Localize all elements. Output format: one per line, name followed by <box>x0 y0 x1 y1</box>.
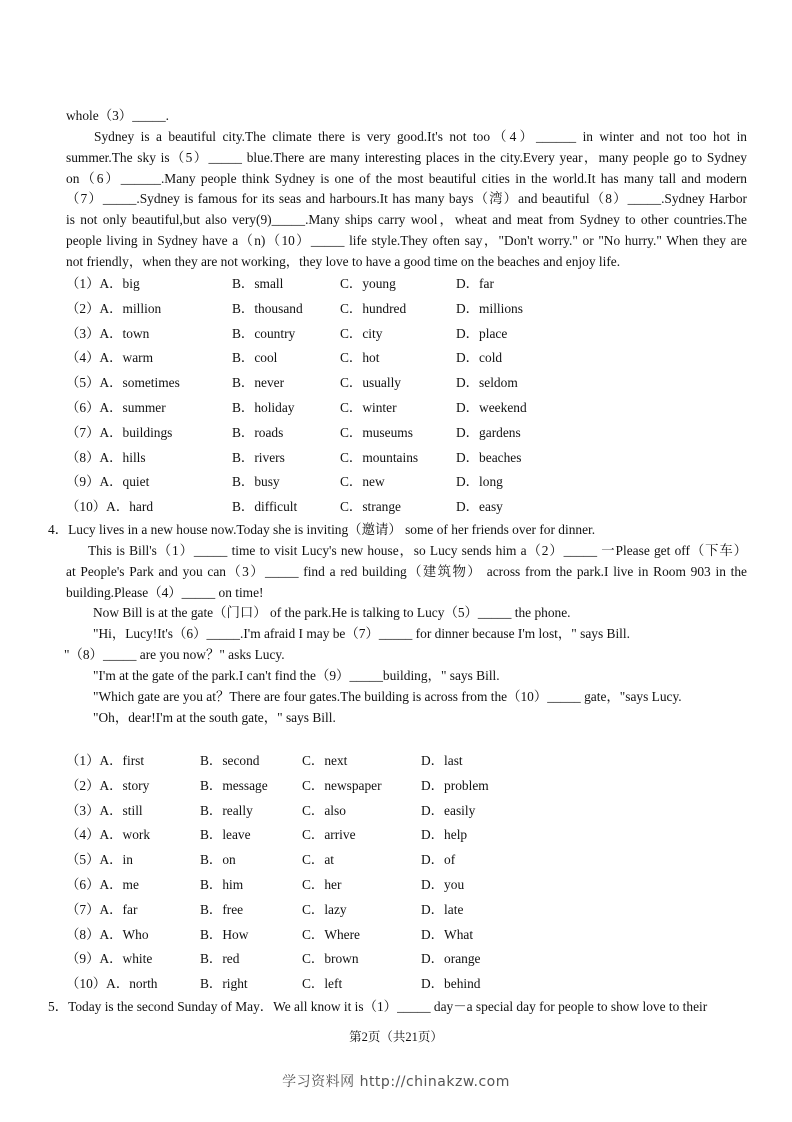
passage3-option-b: B．difficult <box>232 499 298 515</box>
passage3-option-d: D．long <box>456 474 503 490</box>
passage4-option-c: C．arrive <box>302 827 356 843</box>
passage3-option-d: D．beaches <box>456 449 522 465</box>
passage3-line-6: people living in Sydney have a（n)（10）_____ life style.They often say，"Don't worry." or "No hurry." When they are <box>66 232 747 248</box>
passage4-option-a: （1）A．first <box>66 753 145 768</box>
passage3-line-2: summer.The sky is（5）_____ blue.There are many interesting places in the city.Every year，many people go to Sydney <box>66 149 747 165</box>
passage4-option-c: C．lazy <box>302 901 347 917</box>
passage3-option-c: C．hundred <box>340 300 407 316</box>
passage3-option-b: B．roads <box>232 424 284 440</box>
passage4-option-d: D．you <box>421 877 465 892</box>
passage4-option-d: D．orange <box>421 951 481 967</box>
passage3-option-c: C．new <box>340 474 385 490</box>
passage3-line-5: is not only beautiful,but also very(9)_____.Many ships carry wool，wheat and meat from Sydney to other countries.The <box>66 212 747 228</box>
passage3-line-3: on（6）______.Many people think Sydney is one of the most beautiful cities in the world.It has many tall and modern <box>66 170 747 186</box>
passage3-option-d: D．cold <box>456 350 503 366</box>
passage4-option-a: （3）A．still <box>66 802 143 818</box>
passage4-line-6: "I'm at the gate of the park.I can't find the（9）_____building，" says Bill. <box>93 668 500 683</box>
passage3-option-c: C．mountains <box>340 449 419 465</box>
passage3-option-a: （3）A．town <box>66 325 150 341</box>
passage4-option-b: B．right <box>200 976 248 992</box>
passage4-line-0: This is Bill's（1）_____ time to visit Lucy's new house，so Lucy sends him a（2）_____ 一Please get off（下车） <box>88 543 747 558</box>
page-footer: 第2页（共21页） <box>349 1030 443 1044</box>
passage4-option-b: B．him <box>200 877 244 892</box>
passage4-option-c: C．newspaper <box>302 777 382 793</box>
passage3-option-d: D．seldom <box>456 375 518 391</box>
passage3-option-d: D．place <box>456 325 508 341</box>
passage3-option-a: （1）A．big <box>66 276 140 291</box>
passage4-option-d: D．late <box>421 901 464 917</box>
passage3-option-d: D．far <box>456 276 494 291</box>
passage3-option-c: C．young <box>340 276 396 291</box>
passage3-option-d: D．weekend <box>456 400 527 415</box>
passage4-line-2: building.Please（4）_____ on time! <box>66 584 264 600</box>
passage4-paragraph-1 <box>66 541 747 603</box>
passage3-option-a: （7）A．buildings <box>66 424 173 440</box>
passage4-option-a: （6）A．me <box>66 877 139 892</box>
passage3-option-c: C．strange <box>340 499 401 515</box>
passage3-line-4: （7）_____.Sydney is famous for its seas and harbours.It has many bays（湾）and beautiful（8）_____.Sydney Harbor <box>66 191 747 207</box>
passage3-option-b: B．holiday <box>232 400 295 415</box>
passage4-line-3: Now Bill is at the gate（门口） of the park.He is talking to Lucy（5）_____ the phone. <box>93 605 571 620</box>
passage4-option-b: B．leave <box>200 827 251 843</box>
passage5-title: 5．Today is the second Sunday of May．We all know it is（1）_____ day－a special day for people to show love to their <box>48 999 708 1014</box>
passage4-option-a: （2）A．story <box>66 777 150 793</box>
passage4-option-a: （5）A．in <box>66 852 133 868</box>
passage3-option-a: （6）A．summer <box>66 400 166 415</box>
passage4-option-b: B．second <box>200 753 260 768</box>
passage3-option-d: D．easy <box>456 499 503 515</box>
passage4-option-b: B．on <box>200 852 236 868</box>
passage3-option-a: （5）A．sometimes <box>66 375 180 391</box>
passage4-option-c: C．at <box>302 852 334 868</box>
passage4-option-d: D．problem <box>421 777 489 793</box>
passage3-option-d: D．millions <box>456 300 523 316</box>
passage3-option-b: B．thousand <box>232 300 303 316</box>
passage4-option-d: D．easily <box>421 802 476 818</box>
passage4-line-5: "（8）_____ are you now？" asks Lucy. <box>64 647 285 662</box>
passage4-option-d: D．What <box>421 926 474 942</box>
passage3-line-1: Sydney is a beautiful city.The climate there is very good.It's not too（4）______ in winter and not too hot in <box>94 129 747 144</box>
passage4-option-c: C．brown <box>302 951 359 967</box>
passage4-line-8: "Oh，dear!I'm at the south gate，" says Bill. <box>93 710 336 725</box>
passage3-option-b: B．rivers <box>232 449 285 465</box>
passage4-option-c: C．her <box>302 877 342 892</box>
passage4-option-d: D．last <box>421 753 463 768</box>
passage4-option-c: C．also <box>302 802 346 818</box>
passage3-option-c: C．winter <box>340 400 397 415</box>
passage4-option-b: B．red <box>200 951 240 967</box>
passage4-option-c: C．next <box>302 753 348 768</box>
passage4-option-b: B．really <box>200 802 253 818</box>
passage4-option-d: D．behind <box>421 976 481 992</box>
passage4-title: 4．Lucy lives in a new house now.Today she is inviting（邀请） some of her friends over for dinner. <box>48 522 596 537</box>
passage4-line-7: "Which gate are you at？There are four gates.The building is across from the（10）_____ gate，"says Lucy. <box>93 689 682 704</box>
passage3-option-a: （2）A．million <box>66 300 162 316</box>
passage4-option-b: B．free <box>200 901 244 917</box>
passage4-option-a: （4）A．work <box>66 827 151 843</box>
passage3-option-b: B．busy <box>232 474 280 490</box>
passage3-option-c: C．usually <box>340 375 402 391</box>
passage3-option-b: B．country <box>232 325 296 341</box>
passage3-option-b: B．cool <box>232 350 278 366</box>
passage3-option-a: （4）A．warm <box>66 350 154 366</box>
passage4-line-1: at People's Park and you can（3）_____ find a red building（建筑物） across from the park.I live in Room 903 in the <box>66 563 747 579</box>
passage4-option-a: （10）A．north <box>66 976 158 992</box>
passage4-option-b: B．How <box>200 926 249 942</box>
passage3-option-a: （10）A．hard <box>66 499 154 515</box>
passage4-option-c: C．Where <box>302 926 361 942</box>
passage3-option-c: C．hot <box>340 350 380 366</box>
passage4-option-a: （9）A．white <box>66 951 153 967</box>
passage3-option-a: （8）A．hills <box>66 449 146 465</box>
watermark: 学习资料网 http://chinakzw.com <box>282 1074 510 1090</box>
passage3-option-a: （9）A．quiet <box>66 474 150 490</box>
passage3-paragraph <box>66 127 747 273</box>
passage4-line-4: "Hi，Lucy!It's（6）_____.I'm afraid I may be（7）_____ for dinner because I'm lost，" says Bill. <box>93 626 630 641</box>
passage3-option-c: C．city <box>340 325 383 341</box>
passage3-line-7: not friendly，when they are not working，they love to have a good time on the beaches and enjoy life. <box>66 253 621 269</box>
passage3-option-b: B．never <box>232 375 285 391</box>
passage4-option-d: D．help <box>421 827 468 843</box>
passage4-option-a: （7）A．far <box>66 901 138 917</box>
passage4-option-d: D．of <box>421 852 456 868</box>
passage3-option-c: C．museums <box>340 424 413 440</box>
passage4-option-b: B．message <box>200 777 268 793</box>
passage3-option-d: D．gardens <box>456 424 521 440</box>
passage3-line-0: whole（3）_____. <box>66 108 170 123</box>
passage4-option-a: （8）A．Who <box>66 926 149 942</box>
passage3-option-b: B．small <box>232 276 284 291</box>
passage4-option-c: C．left <box>302 976 343 992</box>
